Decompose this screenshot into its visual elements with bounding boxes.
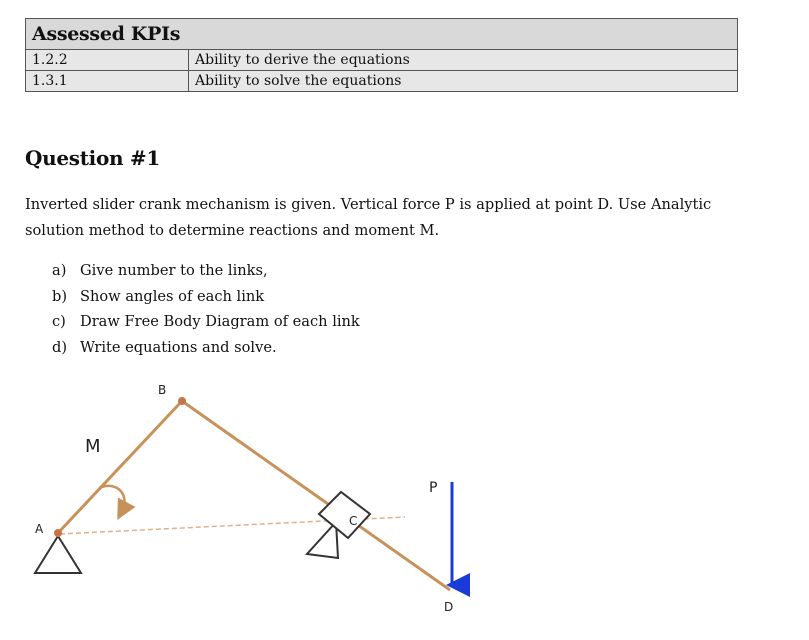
question-text: Inverted slider crank mechanism is given. Vertical force P is applied at point D. Use Analytic solution method to determine reactions and moment M. — [25, 196, 712, 239]
list-item — [52, 309, 360, 335]
kpi-code: 1.2.2 — [26, 50, 189, 71]
moment-arrow — [99, 486, 125, 511]
item-letter: b) — [52, 287, 68, 305]
item-text: Write equations and solve. — [80, 338, 277, 356]
kpi-code: 1.3.1 — [26, 71, 189, 92]
ground-support-c — [307, 522, 338, 558]
label-c: C — [349, 514, 358, 528]
list-item — [52, 258, 360, 284]
pin-a — [54, 529, 62, 537]
table-row — [26, 71, 738, 92]
task-list — [52, 258, 360, 360]
item-text: Show angles of each link — [80, 287, 265, 305]
item-text: Draw Free Body Diagram of each link — [80, 313, 360, 330]
kpi-table — [25, 18, 738, 92]
item-letter: a) — [52, 262, 67, 279]
ground-support-a — [35, 536, 81, 573]
kpi-description: Ability to solve the equations — [189, 71, 738, 92]
kpi-description: Ability to derive the equations — [189, 50, 738, 71]
link-bd — [182, 401, 450, 590]
table-row — [26, 50, 738, 71]
list-item — [52, 335, 360, 361]
label-b: B — [158, 383, 167, 397]
label-a: A — [35, 522, 44, 536]
mechanism-figure — [0, 370, 809, 640]
label-m: M — [85, 436, 101, 457]
label-p: P — [429, 480, 438, 496]
label-d: D — [444, 600, 454, 614]
item-text: Give number to the links, — [80, 262, 268, 279]
item-letter: d) — [52, 338, 68, 356]
link-ab — [58, 401, 182, 533]
pin-b — [178, 397, 186, 405]
kpi-heading: Assessed KPIs — [26, 19, 738, 50]
item-letter: c) — [52, 313, 66, 330]
list-item — [52, 284, 360, 310]
question-title: Question #1 — [25, 146, 161, 170]
